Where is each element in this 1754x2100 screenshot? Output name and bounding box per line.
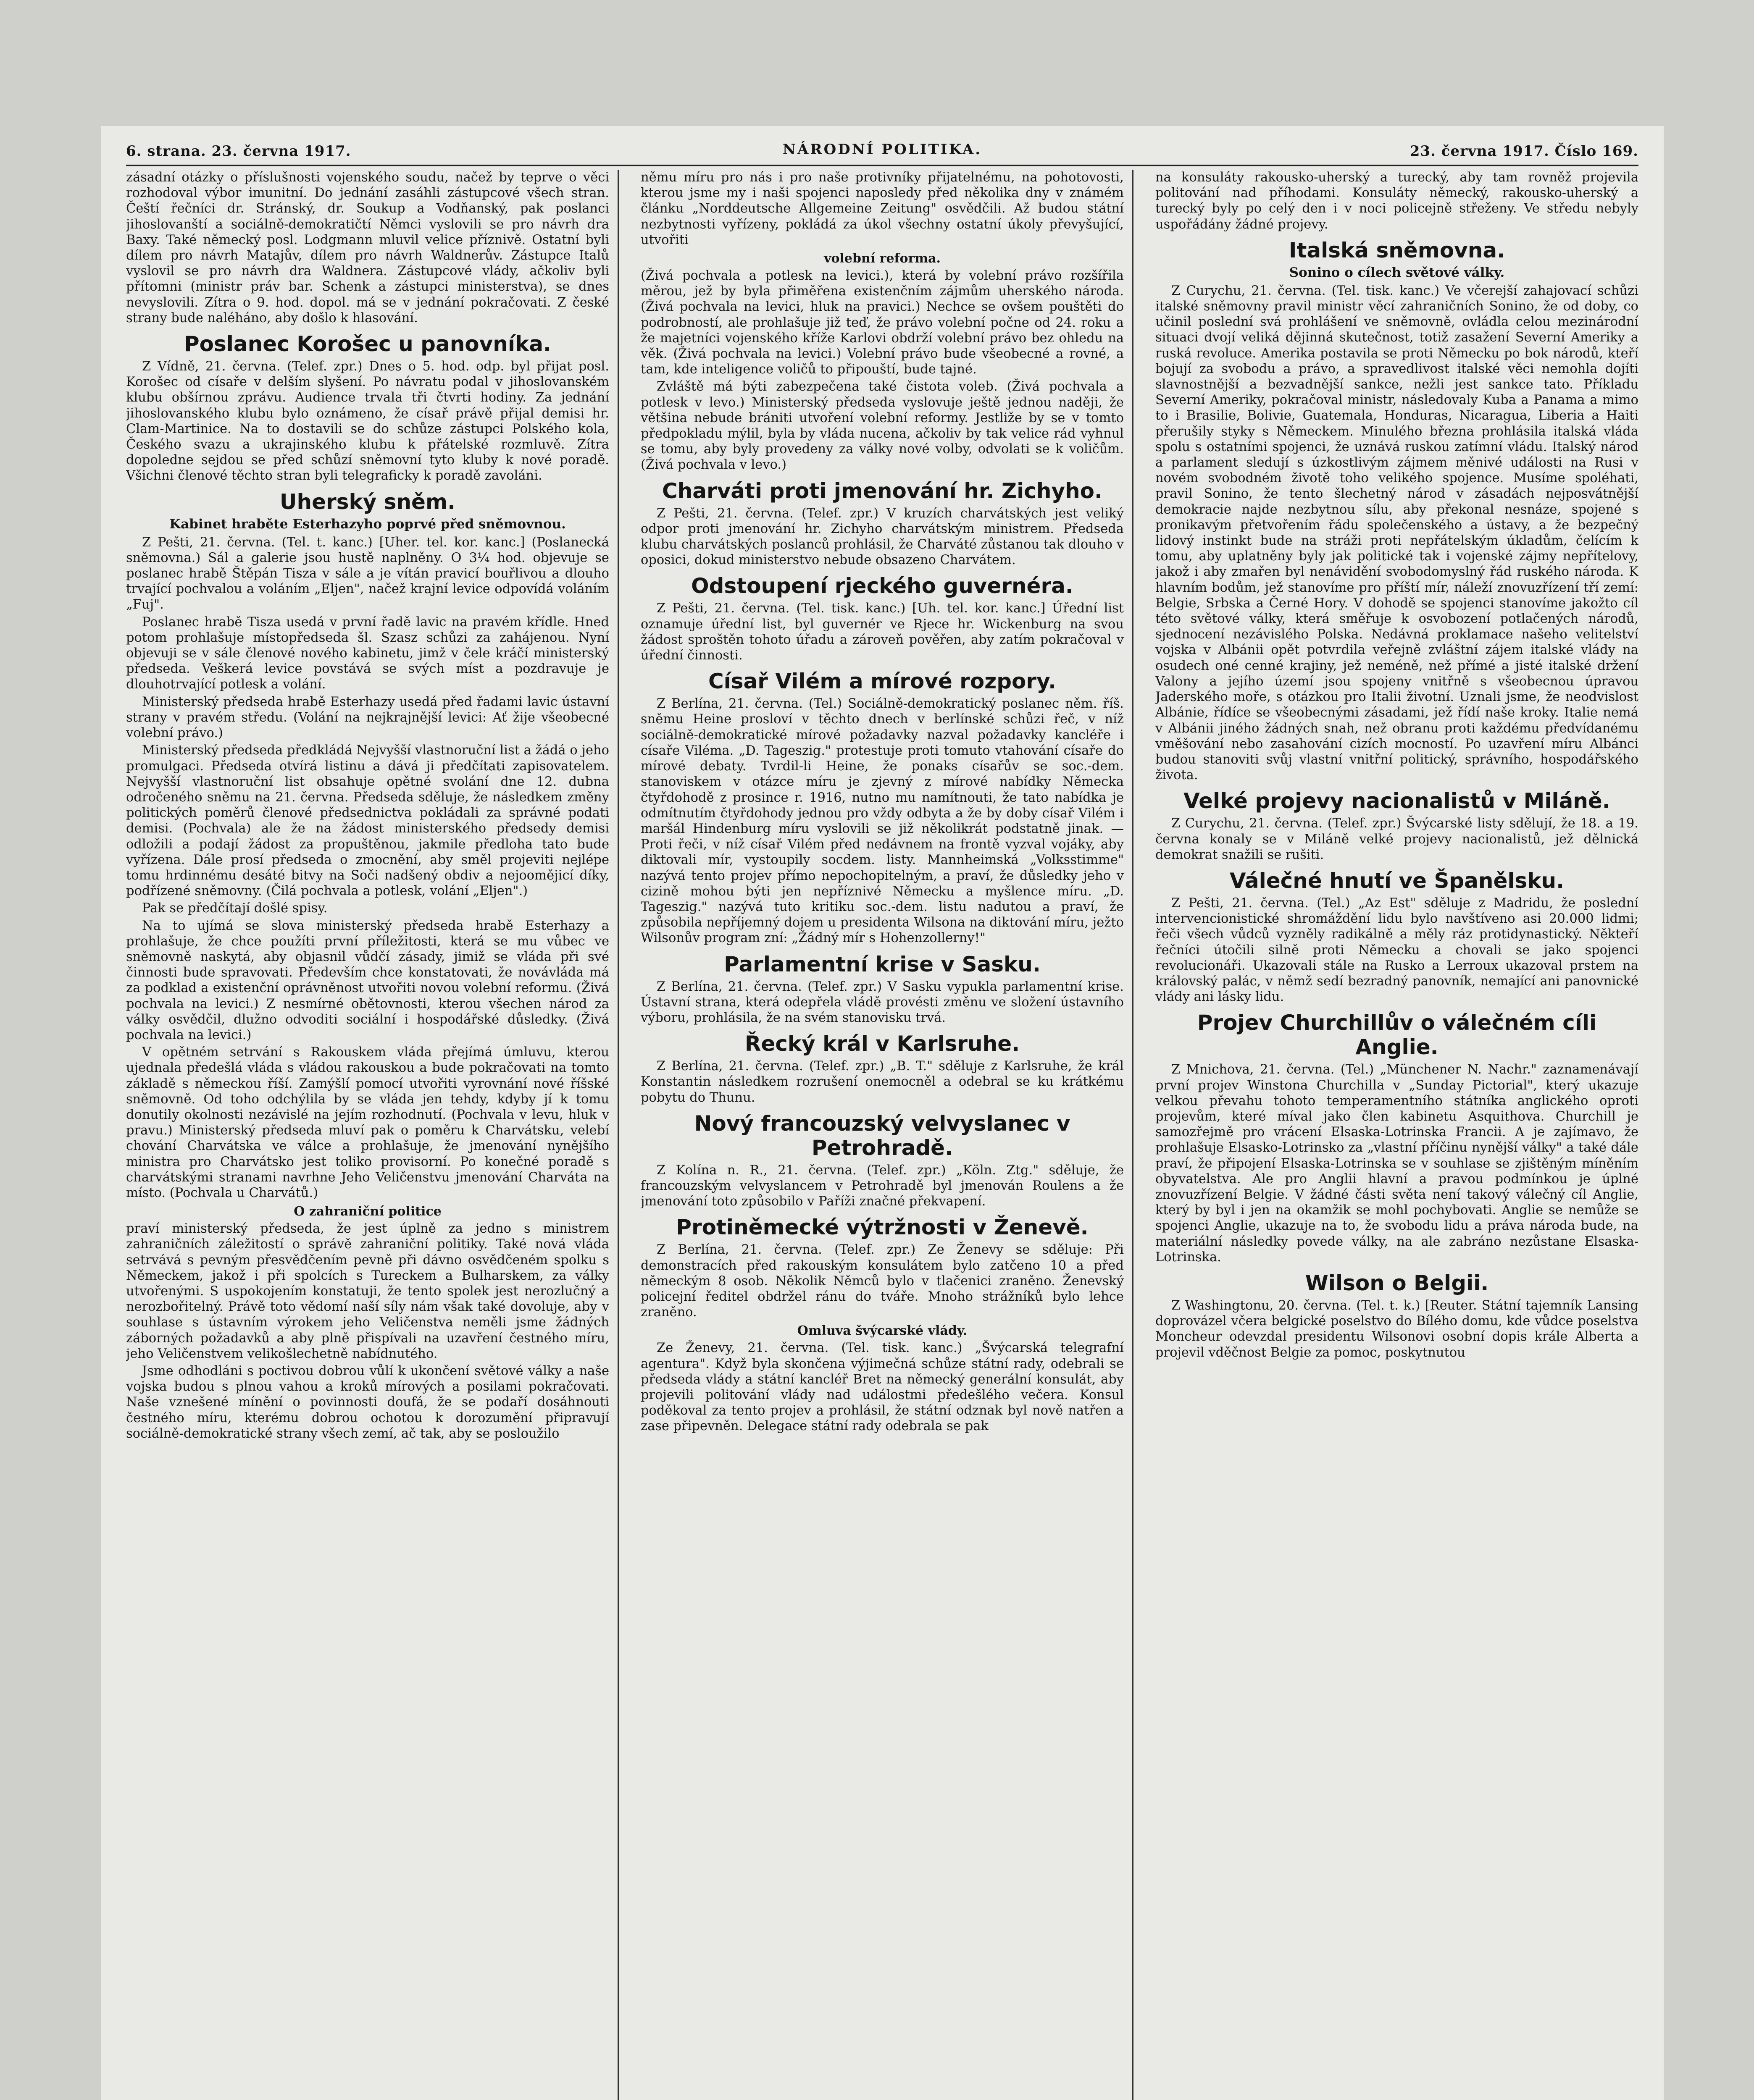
column-rule <box>618 170 619 2100</box>
article-paragraph: Zvláště má býti zabezpečena také čistota voleb. (Živá pochvala a potlesk v levo.) Ministerský předseda vyslovuje ještě jednou naději, že většina nebude brániti utvoření volební reformy. Jestliže by se v tomto předpokladu mýlil, byla by vláda nucena, ačkoliv by tak velice rád vyhnul se tomu, aby byly provedeny za války nové volby, odvolati se k voličům. (Živá pochvala v levo.) <box>641 379 1124 472</box>
article-headline: Uherský sněm. <box>279 489 456 514</box>
article-paragraph: Poslanec hrabě Tisza usedá v první řadě lavic na pravém křídle. Hned potom prohlašuje místopředseda šl. Szasz schůzi za zahájenou. Nyní objevuji se v sále členové nového kabinetu, jimž v čele kráčí ministerský předseda. Veškerá levice povstává se svých míst a pozdravuje je dlouhotrvající potlesk a volání. <box>126 614 609 692</box>
article-paragraph: na konsuláty rakousko-uherský a turecký, aby tam rovněž projevila politování nad příhodami. Konsuláty německý, rakousko-uherský a turecký byly po celý den i v noci policejně střeženy. Ve středu nebyly uspořádány žádné projevy. <box>1155 170 1638 232</box>
article-paragraph: Ministerský předseda hrabě Esterhazy usedá před řadami lavic ústavní strany v pravém středu. (Volání na nejkrajnější levici: Ať žije všeobecné volební právo.) <box>126 694 609 741</box>
article-paragraph: Pak se předčítají došlé spisy. <box>142 901 328 916</box>
article-paragraph: Z Curychu, 21. června. (Telef. zpr.) Švýcarské listy sdělují, že 18. a 19. června konaly se v Miláně velké projevy nacionalistů, jež dělnická demokrat snažili se rušiti. <box>1155 816 1638 862</box>
page-number-date: 6. strana. 23. června 1917. <box>126 143 351 160</box>
article-paragraph: Z Berlína, 21. června. (Telef. zpr.) Ze Ženevy se sděluje: Při demonstracích před rakouským konsulátem bylo zatčeno 10 a před německým 8 osob. Několik Němců bylo v tlačenici zraněno. Ženevský policejní ředitel obdržel ránu do tváře. Mnoho strážníků bylo lehce zraněno. <box>641 1242 1124 1320</box>
article-paragraph: Z Berlína, 21. června. (Telef. zpr.) „B. T." sděluje z Karlsruhe, že král Konstantin následkem rozrušení onemocněl a odebral se ku krátkému pobytu do Thunu. <box>641 1059 1124 1105</box>
column-1 <box>126 170 609 2100</box>
article-headline: Řecký král v Karlsruhe. <box>744 1032 1020 1056</box>
article-paragraph: němu míru pro nás i pro naše protivníky přijatelnému, na pohotovosti, kterou jsme my i naši spojenci naposledy před několika dny v známém článku „Norddeutsche Allgemeine Zeitung" osvědčili. Až budou státní nezbytnosti vyřízeny, pokládá za úkol všechny ostatní úkoly převyšující, utvořiti <box>641 170 1124 247</box>
article-headline: Wilson o Belgii. <box>1305 1270 1489 1295</box>
article-headline: Charváti proti jmenování hr. Zichyho. <box>662 478 1102 503</box>
column-2 <box>641 170 1124 2100</box>
article-paragraph: Z Pešti, 21. června. (Telef. zpr.) V kruzích charvátských jest veliký odpor proti jmenování hr. Zichyho charvátským ministrem. Předseda klubu charvátských poslanců prohlásil, že Charváté zůstanou tak dlouho v oposici, dokud ministerstvo nebude obsazeno Charvátem. <box>641 506 1124 568</box>
article-paragraph: Z Pešti, 21. června. (Tel.) „Az Est" sděluje z Madridu, že poslední intervencionistické shromáždění lidu bylo navštíveno asi 20.000 lidmi; řeči všech vůdců vyzněly radikálně a měly ráz protidynastický. Někteří řečníci útočili silně proti Německu a chovali se jako spojenci revolucionáři. Ukazovali stále na Rusko a Lerroux ukazoval prstem na královský palác, v němž sedí bezradný panovník, nemající ani panovnické vlády ani lásky lidu. <box>1155 895 1638 1005</box>
article-paragraph: Z Berlína, 21. června. (Telef. zpr.) V Sasku vypukla parlamentní krise. Ústavní strana, která odepřela vládě provésti změnu ve složení ústavního výboru, prohlásila, že na svém stanovisku trvá. <box>641 979 1124 1025</box>
article-headline: Poslanec Korošec u panovníka. <box>184 332 551 357</box>
article-paragraph: Z Berlína, 21. června. (Tel.) Sociálně-demokratický poslanec něm. říš. sněmu Heine prosloví v těchto dnech v berlínské schůzi řeč, v níž sociálně-demokratické mírové požadavky nazval požadavky kancléře i císaře Viléma. „D. Tageszig." protestuje proti tomuto vtahování císaře do mírové debaty. Tvrdil-li Heine, že ponaks císařův se soc.-dem. stanoviskem v otázce míru je zjevný z mírové nabídky Německa čtyřdohodě z prosince r. 1916, nutno mu namítnouti, že tato nabídka je odmítnutím čtyřdohody jednou pro vždy odbyta a že by doby císař Vilém i maršál Hindenburg míru vyslovili se již několikrát podstatně jinak. — Proti řeči, v níž císař Vilém před nedávnem na frontě vyzval vojáky, aby diktovali mír, vystoupily socdem. listy. Mannheimská „Volksstimme" nazývá tento projev přímo nepochopitelným, a praví, že důsledky jeho v cizině mohou býti jen nepříznivé Německu a myšlence míru. „D. Tageszig." nazývá tuto kritiku soc.-dem. listu nadutou a praví, že způsobila nepříjemný dojem u presidenta Wilsona na diktování míru, ježto Wilsonův program zní: „Žádný mír s Hohenzollerny!" <box>641 696 1124 946</box>
newspaper-title: NÁRODNÍ POLITIKA. <box>782 141 982 158</box>
column-rule <box>1132 170 1133 2100</box>
section-subheading: volební reforma. <box>824 251 941 266</box>
issue-date-number: 23. června 1917. Číslo 169. <box>1410 143 1638 160</box>
masthead <box>126 139 1638 164</box>
article-paragraph: Z Pešti, 21. června. (Tel. t. kanc.) [Uher. tel. kor. kanc.] (Poslanecká sněmovna.) Sál a galerie jsou hustě naplněny. O 3¼ hod. objevuje se poslanec hrabě Štěpán Tisza v sále a je vítán pravicí bouřlivou a dlouho trvající pochvalou a voláním „Eljen", načež krajní levice odpovídá voláním „Fuj". <box>126 535 609 612</box>
article-headline: Válečné hnutí ve Španělsku. <box>1229 868 1565 893</box>
article-paragraph: Z Washingtonu, 20. června. (Tel. t. k.) [Reuter. Státní tajemník Lansing doprovázel včera belgické poselstvo do Bílého domu, kde vůdce poselstva Moncheur odevzdal presidentu Wilsonovi osobní dopis krále Alberta a projevil vděčnost Belgie za pomoc, poskytnutou <box>1155 1298 1638 1360</box>
section-subheading: O zahraniční politice <box>294 1204 442 1219</box>
article-paragraph: Z Mnichova, 21. června. (Tel.) „Münchener N. Nachr." zaznamenávají první projev Winstona Churchilla v „Sunday Pictorial", který ukazuje velkou převahu tohoto temperamentního státníka anglického oproti projevům, které míval jako člen kabinetu Asquithova. Churchill je samozřejmě pro vrácení Elsaska-Lotrinska Francii. A je zajímavo, že prohlašuje Elsasko-Lotrinsko za „vlastní příčinu nynější války" a také dále praví, že připojení Elsaska-Lotrinska se v souhlase se zjištěným míněním obyvatelstva. Ale pro Anglii hlavní a pravou podmínkou je úplné znovuzřízení Belgie. V žádné části světa není takový válečný cíl Anglie, který by byl i jen na okamžik se mohl pochybovati. Anglie se nemůže se spojenci Anglie, ukazuje na to, že svobodu lidu a práva národa bude, na materiální následky povede války, na ale zabráno nezůstane Elsaska-Lotrinska. <box>1155 1062 1638 1265</box>
article-headline: Odstoupení rjeckého guvernéra. <box>691 574 1073 598</box>
article-paragraph: praví ministerský předseda, že jest úplně za jedno s ministrem zahraničních záležitostí o správě zahraniční politiky. Také nová vláda setrvává s pevným přesvědčením pevně při dávno osvědčeném spolku s Německem, jakož i při spolcích s Tureckem a Bulharskem, za války utvořenými. S uspokojením konstatuji, že tento spolek jest nerozlučný a nerozbořitelný. Právě toto vědomí naší síly nám však také dovoluje, aby v souhlase s ústavním výrokem jeho Veličenstva neměli jsme žádných záborných požadavků a aby plně přispívali na uzavření čestného míru, jeho Veličenstvem velikošlechetně nabídnutého. <box>126 1221 609 1361</box>
article-paragraph: Ze Ženevy, 21. června. (Tel. tisk. kanc.) „Švýcarská telegrafní agentura". Když byla skončena výjimečná schůze státní rady, odebrali se předseda vlády a státní kancléř Bret na německý generální konsulát, aby projevili politování vlády nad událostmi předešlého večera. Konsul poděkoval za tento projev a prohlásil, že státní odznak byl nově natřen a zase připevněn. Delegace státní rady odebrala se pak <box>641 1341 1124 1434</box>
article-headline: Projev Churchillův o válečném cíli Anglie. <box>1197 1011 1597 1060</box>
article-paragraph: Na to ujímá se slova ministerský předseda hrabě Esterhazy a prohlašuje, že chce použíti první příležitosti, která se mu vůbec ve sněmovně naskytá, aby objasnil vůdčí zásady, jimiž se vláda při své činnosti bude spravovati. Především chce konstatovati, že novávláda má za podklad a existenční oprávněnost utvořiti novou volební reformu. (Živá pochvala na levici.) Z nesmírné obětovnosti, kterou všechen národ za války osvědčil, dlužno odvoditi sociální i hospodářské důsledky. (Živá pochvala na levici.) <box>126 918 609 1042</box>
article-paragraph: Z Pešti, 21. června. (Tel. tisk. kanc.) [Uh. tel. kor. kanc.] Úřední list oznamuje úřední list, byl guvernér ve Rjece hr. Wickenburg na svou žádost sproštěn tohoto úřadu a zároveň pověřen, aby zatím pokračoval v úřední činnosti. <box>641 601 1124 663</box>
article-subheadline: Kabinet hraběte Esterhazyho poprvé před sněmovnou. <box>169 516 566 532</box>
article-paragraph: (Živá pochvala a potlesk na levici.), která by volební právo rozšířila měrou, jež by byla přiměřena existenčním zájmům uherského národa. (Živá pochvala na levici, hluk na pravici.) Nechce se ovšem pouštěti do podrobností, ale prohlašuje již teď, že právo volební počne od 24. roku a že majetníci vojenského kříže Karlovi obdrží volební právo bez ohledu na věk. (Živá pochvala na levici.) Volební právo bude všeobecné a rovné, a tam, kde inteligence voličů to připouští, bude tajné. <box>641 268 1124 377</box>
article-subheadline: Sonino o cílech světové války. <box>1289 265 1505 280</box>
article-headline: Protiněmecké výtržnosti v Ženevě. <box>676 1215 1089 1240</box>
article-paragraph: Z Kolína n. R., 21. června. (Telef. zpr.) „Köln. Ztg." sděluje, že francouzským velvyslancem v Petrohradě byl jmenován Roulens a že jmenování toto způsobilo v Paříži značné překvapení. <box>641 1163 1124 1209</box>
article-headline: Italská sněmovna. <box>1289 238 1505 262</box>
article-paragraph: V opětném setrvání s Rakouskem vláda přejímá úmluvu, kterou ujednala předešlá vláda s vládou rakouskou a bude pokračovati na tomto základě s německou říší. Zamýšlí pomocí utvořiti vyrovnání nové říšské sněmovně. Od toho odchýlila by se vláda jen tehdy, kdyby jí k tomu donutily okolnosti nezávislé na jejím rozhodnutí. (Pochvala v levu, hluk v pravu.) Ministerský předseda mluví pak o poměru k Charvátsku, velebí chování Charvátska ve válce a prohlašuje, že jmenování nynějšího ministra pro Charvátsko jest toliko provisorní. Po konečné poradě s charvátskými stranami navrhne Jeho Veličenstvu jmenování Charváta na místo. (Pochvala u Charvátů.) <box>126 1045 609 1200</box>
article-paragraph: Jsme odhodláni s poctivou dobrou vůlí k ukončení světové války a naše vojska budou s plnou vahou a kroků mírových a posilami pokračovati. Naše vznešené mínění o povinnosti doufá, že se podaří dosáhnouti čestného míru, kterému dobrou ochotou k dorozumění připravují sociálně-demokratické strany všech zemí, ač tak, aby se posloužilo <box>126 1364 609 1441</box>
article-headline: Císař Vilém a mírové rozpory. <box>708 669 1057 694</box>
newspaper-page <box>101 126 1664 2100</box>
masthead-rule <box>126 165 1638 166</box>
article-headline: Parlamentní krise v Sasku. <box>724 952 1041 976</box>
section-subheading: Omluva švýcarské vlády. <box>797 1323 968 1339</box>
article-paragraph: zásadní otázky o příslušnosti vojenského soudu, načež by teprve o věci rozhodoval výbor imunitní. Do jednání zasáhli zástupcové všech stran. Čeští řečníci dr. Stránský, dr. Soukup a Vodňanský, pak poslanci jihoslovanští a sociálně-demokratičtí Němci vyslovili se pro návrh dra Baxy. Také německý posl. Lodgmann mluvil velice příznivě. Ostatní byli dílem pro návrh Matajův, dílem pro návrh Waldnerův. Zástupce Italů vyslovil se pro návrh dra Waldnera. Zástupcové vlády, ačkoliv byli přítomni (ministr práv bar. Schenk a zástupci ministerstva), se dnes nevyslovili. Zítra o 9. hod. dopol. má se v jednání pokračovati. Z české strany bude naléháno, aby došlo k hlasování. <box>126 170 609 326</box>
article-paragraph: Z Vídně, 21. června. (Telef. zpr.) Dnes o 5. hod. odp. byl přijat posl. Korošec od císaře v delším slyšení. Po návratu podal v jihoslovanském klubu obšírnou zprávu. Audience trvala tři čtvrti hodiny. Za jednání jihoslovanského klubu bylo oznámeno, že císař právě přijal demisi hr. Clam-Martinice. Na to dostavili se do schůze zástupci Polského kola, Českého svazu a ukrajinského klubu k přátelské rozmluvě. Zítra dopoledne sejdou se před schůzí sněmovní tyto kluby k nové poradě. Všichni členové těchto stran byli telegraficky k poradě zavoláni. <box>126 359 609 483</box>
article-headline: Velké projevy nacionalistů v Miláně. <box>1183 789 1610 814</box>
column-3 <box>1155 170 1638 2100</box>
article-paragraph: Ministerský předseda předkládá Nejvyšší vlastnoruční list a žádá o jeho promulgaci. Předseda otvírá listinu a dává ji předčítati zapisovatelem. Nejvyšší vlastnoruční list obsahuje opětné svolání dne 12. dubna odročeného sněmu na 21. června. Předseda sděluje, že následkem změny politických poměrů členové předsednictva pokládali za správné podati demisi. (Pochvala) ale že na žádost ministerského předsedy demisi odložili a podají žádost za propuštěnou, jakmile předloha tato bude vyřízena. Dále prosí předseda o zmocnění, aby směl projeviti nejlépe tomu hrdinnému desáté bitvy na Soči nadšený obdiv a nejoomějicí díky, podřízené sněmovny. (Čilá pochvala a potlesk, volání „Eljen".) <box>126 743 609 899</box>
article-paragraph: Z Curychu, 21. června. (Tel. tisk. kanc.) Ve včerejší zahajovací schůzi italské sněmovny pravil ministr věcí zahraničních Sonino, že od doby, co učinil poslední svá prohlášení ve sněmovně, ovládla celou mezinárodní situaci dvojí veliká dějinná skutečnost, totiž zasažení Severní Ameriky a ruská revoluce. Amerika postavila se proti Německu po bok národů, kteří bojují za svobodu a právo, a spravedlivost italské věci nemohla dojíti slavnostnější a bezvadnější sankce, nežli jest sankce tato. Příkladu Severní Ameriky, pokračoval ministr, následovaly Kuba a Panama a mimo to i Brasilie, Bolivie, Guatemala, Honduras, Nicaragua, Liberia a Haiti přerušily styky s Německem. Minulého března prohlásila italská vláda spolu s ostatními spojenci, že uznává ruskou zatímní vládu. Italský národ a parlament sledují s úzkostlivým zájmem měnivé události na Rusi v novém svobodném životě toho velikého spojence. Musíme spoléhati, pravil Sonino, že tento šlechetný národ v zásadách nejposvátnější demokracie najde nezbytnou sílu, aby překonal nesnáze, spojené s pronikavým přetvořením řádu společenského a ústavy, a že bezpečný lidový instinkt bude na stráži proti nepřátelským úkladům, čelícím k tomu, aby uplatněny byly jak politické tak i vojenské zájmy nepřítelovy, jakož i aby zmařen byl nenávidění svobodomyslný řád ruského národa. K hlavním bodům, jež stanovíme pro příští mír, náleží znovuzřízení tří zemí: Belgie, Srbska a Černé Hory. V dohodě se spojenci stanovíme jakožto cíl této světové války, která směřuje k osvobození potlačených národů, sjednocení nezávislého Polska. Nedávná proklamace našeho velitelství vojska v Albánii opět potvrdila veřejně zvláštní zájem italské vlády na osudech oné cenné krajiny, jež neméně, než přímé a jisté italské držení Valony a jejího území jsou spojeny vnitřně s všeobecnou úpravou Jaderského moře, s otázkou pro Italii životní. Uznali jsme, že neodvislost Albánie, řídíce se všeobecnými zásadami, jež řídí naše kroky. Italie nemá v Albánii jiného žádných snah, než obranu proti každému předvídanému vměšování nebo zasahování cizích mocností. Po uzavření míru Albánci budou stanoviti svůj vlastní vnitřní politický, správního, hospodářského života. <box>1155 283 1638 783</box>
article-headline: Nový francouzský velvyslanec v Petrohradě. <box>694 1111 1070 1160</box>
